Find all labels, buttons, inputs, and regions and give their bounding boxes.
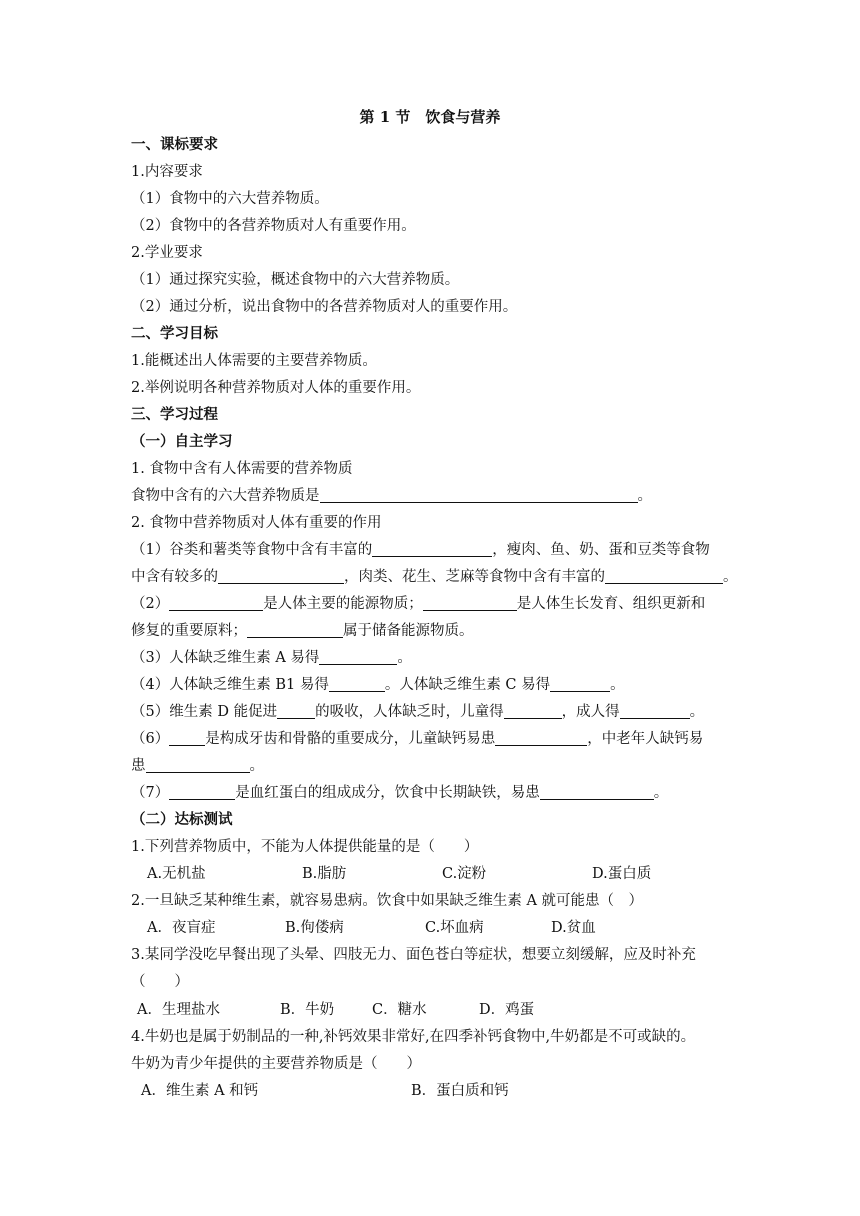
test-question-3-line-1: 3.某同学没吃早餐出现了头晕、四肢无力、面色苍白等症状，想要立刻缓解，应及时补充 (131, 947, 696, 963)
question-1-title: 1. 食物中含有人体需要的营养物质 (131, 461, 353, 477)
test-1-option-d[interactable]: D.蛋白质 (592, 866, 652, 882)
answer-blank[interactable] (247, 623, 343, 638)
test-heading: （二）达标测试 (131, 811, 233, 828)
test-question-4-line-1: 4.牛奶也是属于奶制品的一种,补钙效果非常好,在四季补钙食物中,牛奶都是不可或缺的。 (131, 1029, 696, 1045)
answer-blank[interactable] (329, 677, 385, 692)
answer-blank[interactable] (504, 704, 562, 719)
self-study-heading: （一）自主学习 (131, 433, 233, 450)
paragraph-2-line-1: （2） 是人体主要的能源物质； 是人体生长发育、组织更新和 (131, 596, 706, 612)
answer-blank[interactable] (169, 596, 263, 611)
paragraph-5: （5）维生素 D 能促进 的吸收，人体缺乏时，儿童得 ，成人得 。 (131, 704, 705, 720)
content-requirement-1: （1）食物中的六大营养物质。 (131, 191, 329, 207)
answer-blank[interactable] (277, 704, 315, 719)
academic-requirement-heading: 2.学业要求 (131, 245, 203, 261)
page-title: 第 1 节 饮食与营养 (359, 108, 501, 126)
answer-blank[interactable] (372, 542, 492, 557)
test-1-option-b[interactable]: B.脂肪 (302, 866, 347, 882)
test-question-2: 2.一旦缺乏某种维生素，就容易患病。饮食中如果缺乏维生素 A 就可能患（ ） (131, 893, 644, 909)
test-1-option-c[interactable]: C.淀粉 (442, 866, 487, 882)
answer-blank[interactable] (605, 569, 723, 584)
answer-blank[interactable] (169, 731, 205, 746)
content-requirement-2: （2）食物中的各营养物质对人有重要作用。 (131, 218, 416, 234)
paragraph-6-line-2: 患 。 (131, 758, 264, 774)
test-question-4-line-2: 牛奶为青少年提供的主要营养物质是（ ） (131, 1056, 421, 1072)
test-4-option-b[interactable]: B．蛋白质和钙 (411, 1083, 509, 1099)
test-3-option-b[interactable]: B．牛奶 (280, 1002, 335, 1018)
paragraph-2-line-2: 修复的重要原料； 属于储备能源物质。 (131, 623, 474, 639)
answer-blank[interactable] (423, 596, 517, 611)
paragraph-6-line-1: （6） 是构成牙齿和骨骼的重要成分，儿童缺钙易患 ，中老年人缺钙易 (131, 731, 704, 747)
section-heading-standards: 一、课标要求 (131, 136, 218, 153)
answer-blank[interactable] (550, 677, 610, 692)
answer-blank[interactable] (169, 785, 235, 800)
answer-blank[interactable] (620, 704, 690, 719)
paragraph-3: （3）人体缺乏维生素 A 易得 。 (131, 650, 412, 666)
question-2-title: 2. 食物中营养物质对人体有重要的作用 (131, 515, 382, 531)
test-question-1: 1.下列营养物质中，不能为人体提供能量的是（ ） (131, 839, 479, 855)
answer-blank[interactable] (319, 650, 397, 665)
test-question-3-line-2: （ ） (131, 974, 189, 990)
test-3-option-d[interactable]: D．鸡蛋 (479, 1002, 535, 1018)
section-heading-process: 三、学习过程 (131, 406, 218, 423)
academic-requirement-1: （1）通过探究实验，概述食物中的六大营养物质。 (131, 272, 460, 288)
test-3-option-c[interactable]: C．糖水 (372, 1002, 427, 1018)
goal-1: 1.能概述出人体需要的主要营养物质。 (131, 353, 377, 369)
answer-blank[interactable] (320, 488, 638, 503)
test-3-option-a[interactable]: A．生理盐水 (137, 1002, 220, 1018)
test-2-option-c[interactable]: C.坏血病 (425, 920, 484, 936)
answer-blank[interactable] (540, 785, 654, 800)
paragraph-1-line-1: （1）谷类和薯类等食物中含有丰富的 ，瘦肉、鱼、奶、蛋和豆类等食物 (131, 542, 710, 558)
paragraph-4: （4）人体缺乏维生素 B1 易得 。人体缺乏维生素 C 易得 。 (131, 677, 625, 693)
test-4-option-a[interactable]: A．维生素 A 和钙 (141, 1083, 259, 1099)
test-2-option-d[interactable]: D.贫血 (551, 920, 596, 936)
test-1-option-a[interactable]: A.无机盐 (147, 866, 206, 882)
test-2-option-b[interactable]: B.佝偻病 (285, 920, 344, 936)
section-heading-goals: 二、学习目标 (131, 325, 218, 342)
paragraph-7: （7） 是血红蛋白的组成成分，饮食中长期缺铁，易患 。 (131, 785, 669, 801)
answer-blank[interactable] (218, 569, 344, 584)
paragraph-1-line-2: 中含有较多的 ，肉类、花生、芝麻等食物中含有丰富的 。 (131, 569, 738, 585)
goal-2: 2.举例说明各种营养物质对人体的重要作用。 (131, 380, 421, 396)
question-1-line: 食物中含有的六大营养物质是 。 (131, 488, 652, 504)
content-requirement-heading: 1.内容要求 (131, 164, 203, 180)
academic-requirement-2: （2）通过分析，说出食物中的各营养物质对人的重要作用。 (131, 299, 518, 315)
test-2-option-a[interactable]: A．夜盲症 (147, 920, 216, 936)
answer-blank[interactable] (495, 731, 587, 746)
answer-blank[interactable] (146, 758, 250, 773)
